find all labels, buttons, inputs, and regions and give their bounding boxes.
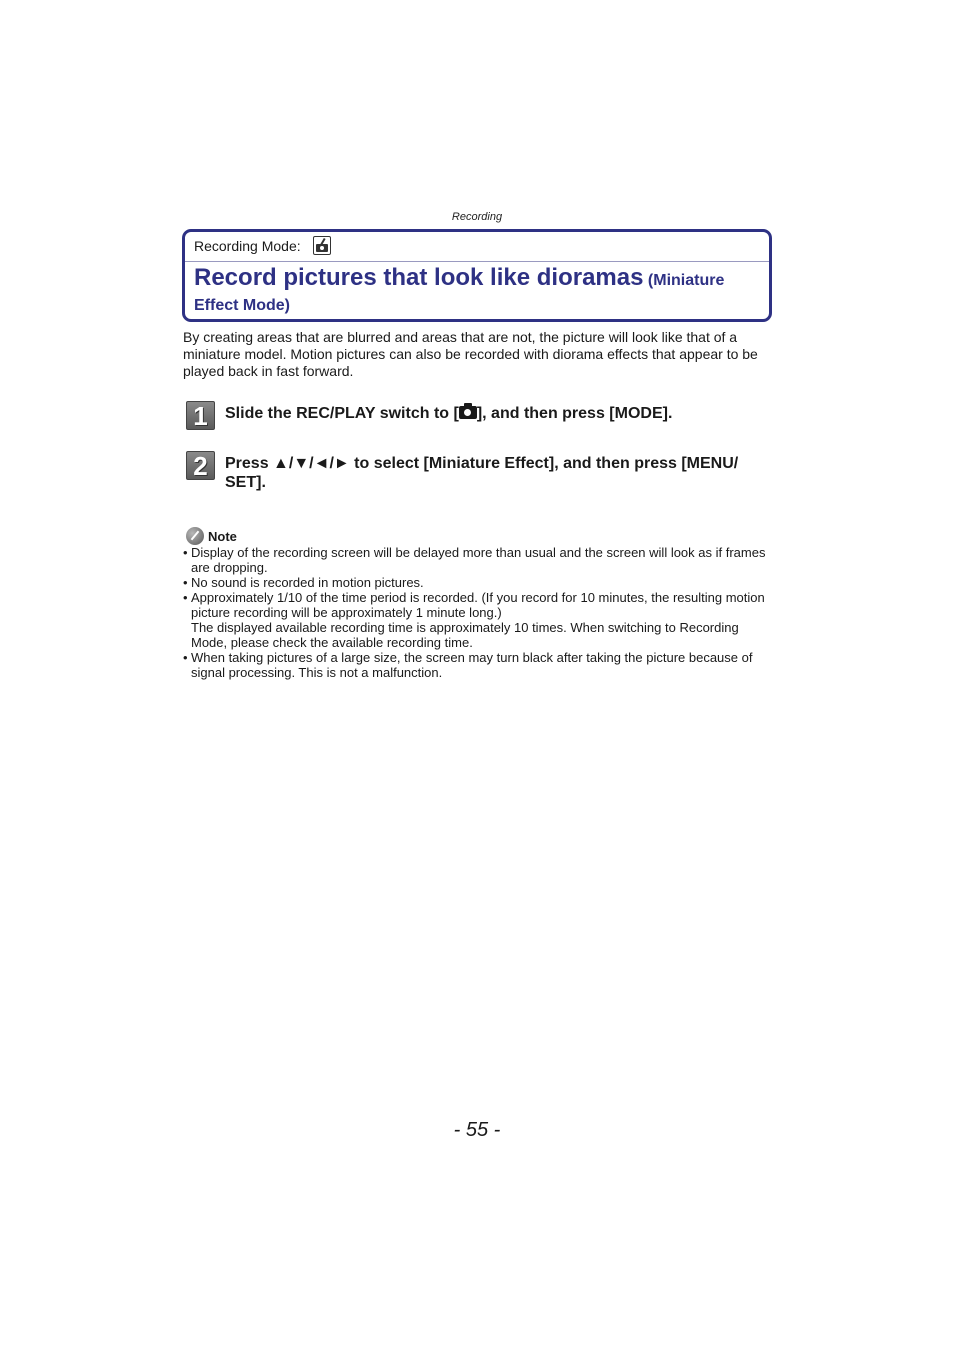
- page-subtitle: (Miniature Effect Mode): [194, 272, 725, 314]
- recording-mode-label: Recording Mode:: [194, 238, 301, 254]
- step-number-2: 2: [186, 451, 215, 480]
- recording-mode-row: [185, 232, 769, 262]
- note-item: • Display of the recording screen will be delayed more than usual and the screen will look as if frames are dropping.: [183, 545, 766, 575]
- note-item: • Approximately 1/10 of the time period is recorded. (If you record for 10 minutes, the resulting motion picture recording will be approximately 1 minute long.) The displayed available recording time is approximately 10 times. When switching to Recording Mode, please check the available recording time.: [183, 590, 773, 650]
- page-number: - 55 -: [453, 1119, 501, 1141]
- camera-icon: [459, 406, 477, 419]
- title-box-tab: [769, 246, 772, 261]
- note-pencil-icon: [186, 527, 204, 545]
- note-label: Note: [208, 529, 237, 544]
- intro-paragraph: By creating areas that are blurred and areas that are not, the picture will look like that of a miniature model. Motion pictures can also be recorded with diorama effects that appear to be played back in fast forward.: [183, 329, 758, 379]
- note-item: • When taking pictures of a large size, the screen may turn black after taking the picture because of signal processing. This is not a malfunction.: [183, 650, 753, 680]
- note-item: • No sound is recorded in motion pictures.: [183, 575, 424, 590]
- step-2-text: Press ▲/▼/◄/► to select [Miniature Effect], and then press [MENU/ SET].: [225, 455, 739, 491]
- step-1-text: Slide the REC/PLAY switch to [ ], and then press [MODE].: [225, 405, 673, 422]
- section-label: Recording: [451, 211, 503, 223]
- note-list: [183, 545, 773, 680]
- page-title-text: Record pictures that look like dioramas: [194, 264, 644, 291]
- creative-control-mode-icon: [313, 236, 331, 255]
- note-item-continuation: The displayed available recording time is approximately 10 times. When switching to Recording Mode, please check the available recording time.: [191, 620, 739, 650]
- title-box: [182, 229, 772, 322]
- step-number-1: 1: [186, 401, 215, 430]
- page-title: [194, 265, 764, 318]
